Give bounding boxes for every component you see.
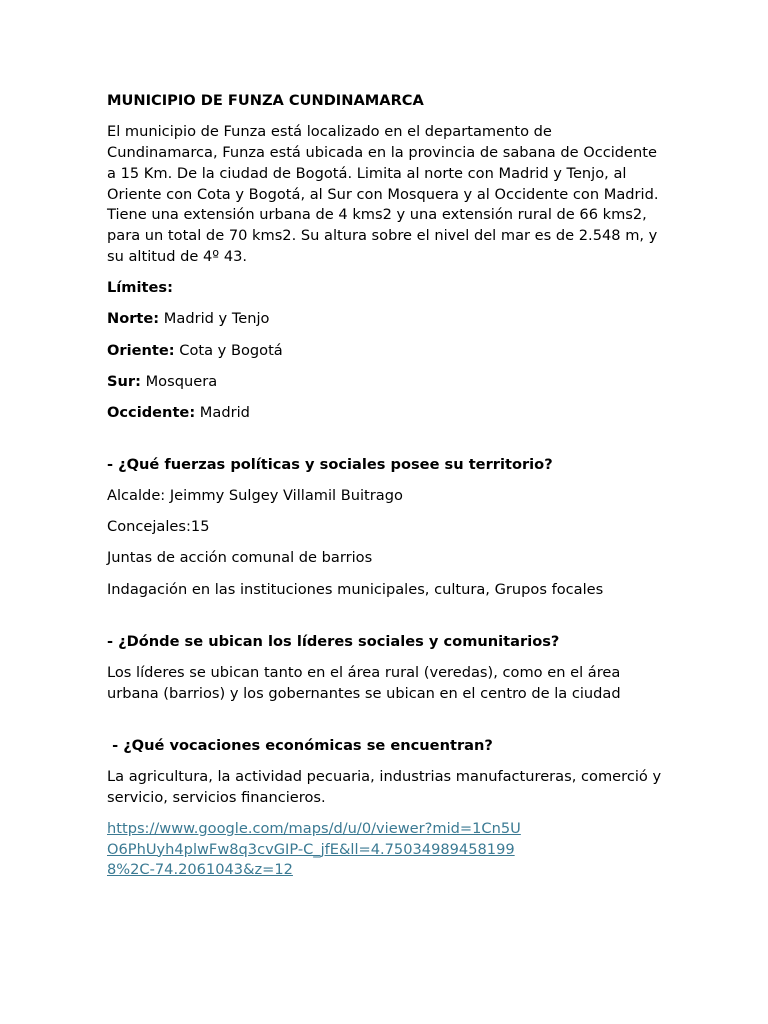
spacer: [107, 611, 664, 632]
section1-line: Alcalde: Jeimmy Sulgey Villamil Buitrago: [107, 487, 403, 505]
limit-north-value: Madrid y Tenjo: [159, 310, 270, 328]
document-title: MUNICIPIO DE FUNZA CUNDINAMARCA: [107, 92, 424, 109]
section2-answer: Los líderes se ubican tanto en el área rural (veredas), como en el área urbana (barrios) y los gobernantes se ubican en el centro de la ciudad: [107, 663, 621, 702]
limit-east-label: Oriente:: [107, 341, 175, 359]
section3-question: - ¿Qué vocaciones económicas se encuentran?: [107, 736, 493, 754]
limit-west-label: Occidente:: [107, 403, 196, 421]
limit-south-value: Mosquera: [140, 372, 218, 390]
section2-question: - ¿Dónde se ubican los líderes sociales y comunitarios?: [107, 632, 560, 650]
limit-south: [107, 372, 664, 393]
section1-line: Indagación en las instituciones municipales, cultura, Grupos focales: [107, 580, 604, 598]
limit-south-label: Sur:: [107, 372, 141, 390]
section1-line: Juntas de acción comunal de barrios: [107, 549, 373, 567]
intro-paragraph: El municipio de Funza está localizado en el departamento de Cundinamarca, Funza está ubicada en la provincia de sabana de Occidente a 15 Km. De la ciudad de Bogotá. Limita al norte con Madrid y Tenjo, al Oriente con Cota y Bogotá, al Sur con Mosquera y al Occidente con Madrid. Tiene una extensión urbana de 4 kms2 y una extensión rural de 66 kms2, para un total de 70 kms2. Su altura sobre el nivel del mar es de 2.548 m, y su altitud de 4º 43.: [107, 123, 659, 265]
limits-heading: Límites:: [107, 279, 173, 297]
limit-west-value: Madrid: [195, 403, 250, 421]
maps-link-paragraph: [107, 819, 664, 881]
spacer: [107, 434, 664, 455]
limit-west: [107, 403, 664, 424]
section3-answer: La agricultura, la actividad pecuaria, industrias manufactureras, comerció y servicio, servicios financieros.: [107, 767, 662, 806]
section1-line: Concejales:15: [107, 518, 210, 536]
spacer: [107, 715, 664, 736]
limit-east-value: Cota y Bogotá: [174, 341, 283, 359]
limit-north-label: Norte:: [107, 310, 160, 328]
limit-north: [107, 309, 664, 330]
limit-east: [107, 341, 664, 362]
section1-question: - ¿Qué fuerzas políticas y sociales posee su territorio?: [107, 455, 553, 473]
google-maps-link[interactable]: https://www.google.com/maps/d/u/0/viewer?mid=1Cn5UO6PhUyh4plwFw8q3cvGIP-C_jfE&ll=4.750349894581998%2C-74.2061043&z=12: [107, 819, 521, 879]
